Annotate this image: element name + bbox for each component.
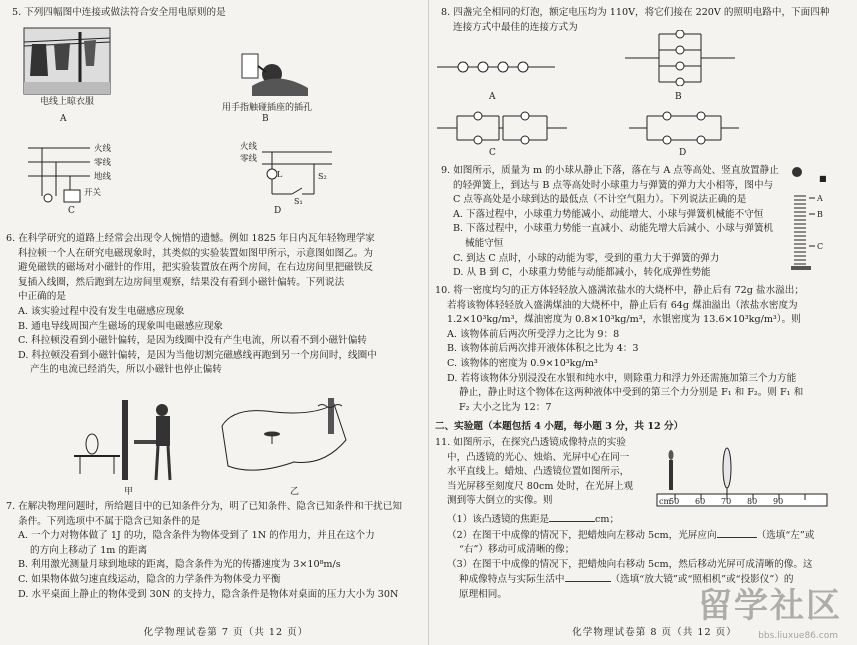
q9-option-d: D. 从 B 到 C，小球重力势能与动能都减小，转化成弹性势能 [453, 267, 711, 279]
q6-option-d: D. 科拉顿没看到小磁针偏转，是因为当他切割完磁感线再跑到另一个房间时，线圈中 [18, 349, 377, 361]
ruler-tick-label: 70 [721, 497, 732, 506]
q11-block [435, 436, 665, 509]
q7-option-a: A. 一个力对物体做了 1J 的功，隐含条件为物体受到了 1N 的作用力，并且在这个力 [18, 530, 375, 542]
q10-line: 1.2×10³kg/m³，煤油密度为 0.8×10³kg/m³，水银密度为 13.6×10³kg/m³）。则 [447, 314, 801, 326]
q5-fig-b-caption: 用手指触碰插座的插孔 [221, 103, 312, 113]
q8-option-d: D [679, 148, 687, 158]
q8-circuit-a [437, 58, 557, 76]
q5-fig-b [222, 52, 312, 100]
q5-fig-a-caption: 电线上晾衣服 [39, 97, 94, 107]
q6-fig-yi-label: 乙 [290, 487, 300, 497]
page-left-footer: 化学物理试卷第 7 页（共 12 页） [143, 627, 309, 638]
q11-sub3-end: 原理相同。 [459, 588, 507, 600]
q5-option-b: B [262, 114, 269, 124]
q10-line: 若将该物体轻轻放入盛满煤油的大烧杯中，静止后有 64g 煤油溢出（浓盐水密度为 [447, 299, 798, 311]
q8-circuit-c [437, 108, 567, 148]
q5-c-label-switch: 开关 [84, 188, 102, 198]
q11-sub1-unit: cm； [595, 514, 620, 525]
q6-fig-jia-label: 甲 [124, 487, 134, 497]
q10-option-d: D. 若将该物体分别浸没在水银和纯水中，则除重力和浮力外还需施加第三个力方能 [447, 372, 797, 384]
q8-option-c: C [489, 148, 496, 158]
watermark-url: bbs.liuxue86.com [758, 631, 838, 641]
q6-option-d-cont: 产生的电流已经消失，所以小磁针也停止偏转 [30, 364, 222, 376]
q11-sub3-text: （3）在图干中成像的情况下，把蜡烛向右移动 5cm，然后移动光屏可成清晰的像。这 [447, 558, 813, 570]
ruler-unit-label: cm [659, 497, 672, 506]
q6-fig-yi [214, 396, 354, 482]
q11-sub3-answer-blank[interactable] [565, 572, 611, 582]
q6-fig-jia [70, 396, 190, 486]
q6-option-c: C. 科拉顿没看到小磁针偏转，是因为线圈中没有产生电流，所以看不到小磁针偏转 [18, 335, 367, 347]
q10-option-a: A. 该物体前后两次所受浮力之比为 9：8 [447, 328, 620, 340]
q11-sub1-answer-blank[interactable] [549, 512, 595, 522]
q7-line: 条件。下列选项中不属于隐含已知条件的是 [18, 515, 201, 527]
q11-line: 11. 如图所示，在探究凸透镜成像特点的实验 [435, 437, 626, 448]
section-experiment-title: 二、实验题（本题包括 4 小题，每小题 3 分，共 12 分） [435, 421, 684, 432]
q5-option-d: D [274, 206, 282, 216]
q10-option-d-cont: 静止，静止时这个物体在这两种液体中受到的第三个力分别是 F₁ 和 F₂。则 F₁ 和 [459, 387, 804, 399]
q11-optical-bench [655, 446, 835, 508]
q6-line: 中正确的是 [18, 291, 66, 303]
q9-option-b: B. 下落过程中，小球重力势能一直减小、动能先增大后减小、小球与弹簧机 [453, 223, 774, 235]
q5-stem: 5. 下列四幅图中连接或做法符合安全用电原则的是 [12, 7, 226, 18]
q9-fig-label-c: C [817, 242, 824, 251]
ruler-tick-label: 50 [669, 497, 680, 506]
q6-line: 复插入线圈，然后跑到左边房间里观察，结果没有看到小磁针偏转。下列说法 [18, 276, 345, 288]
q9-fig-label-a: A [817, 194, 823, 203]
q9-option-c: C. 到达 C 点时，小球的动能为零，受到的重力大于弹簧的弹力 [453, 252, 720, 264]
q11-sub2-cont: “右”）移动可成清晰的像； [459, 544, 575, 556]
q5-c-label-fire: 火线 [94, 144, 112, 154]
q5-d-label-s1: S₁ [294, 197, 303, 206]
q10-block [435, 284, 849, 415]
watermark-logo: 留学社区 [698, 586, 842, 626]
q5-option-a: A [60, 114, 67, 124]
q10-option-c: C. 该物体的密度为 0.9×10³kg/m³ [447, 357, 598, 369]
q8-line: 8. 四盏完全相同的灯泡，额定电压均为 110V，将它们接在 220V 的照明电路中，下面四种 [441, 7, 830, 18]
ruler-tick-label: 60 [695, 497, 706, 506]
q11-sub2-answer-blank[interactable] [717, 528, 757, 538]
q6-option-b: B. 通电导线周围产生磁场的现象叫电磁感应现象 [18, 320, 224, 332]
q8-circuit-d [629, 108, 739, 148]
q5-c-label-zero: 零线 [94, 158, 112, 168]
q11-line: 水平直线上。蜡烛、凸透镜位置如图所示， [447, 466, 630, 478]
q11-line: 当光屏移至刻度尺 80cm 处时，在光屏上观 [447, 480, 634, 492]
q8-option-b: B [675, 92, 682, 102]
q5-d-label-l: L [277, 170, 283, 179]
q7-option-a-cont: 的方向上移动了 1m 的距离 [30, 544, 148, 556]
q11-line: 测到等大倒立的实像。则 [447, 495, 553, 507]
q7-line: 7. 在解决物理问题时，所给题目中的已知条件分为，明了已知条件、隐含已知条件和干扰已知 [6, 501, 402, 512]
q9-block [441, 164, 807, 281]
q5-d-label-s2: S₂ [318, 172, 327, 181]
q11-sub3-hint: （选填“放大镜”或“照相机”或“投影仪”）的 [610, 574, 794, 586]
q6-line: 科拉顿一个人在研究电磁现象时，其类似的实验装置如图甲所示，示意图如图乙。为 [18, 247, 373, 259]
q9-line: 9. 如图所示，质量为 m 的小球从静止下落，落在与 A 点等高处、竖直放置静止 [441, 165, 779, 176]
q11-sub3-text-b: 种成像特点与实际生活中 [459, 574, 565, 586]
q7-option-c: C. 如果物体做匀速直线运动，隐含的力学条件为物体受力平衡 [18, 573, 281, 585]
q6-line: 6. 在科学研究的道路上经常会出现令人惋惜的遗憾。例如 1825 年日内瓦年轻物理学家 [6, 233, 375, 244]
page-right-footer: 化学物理试卷第 8 页（共 12 页） [572, 627, 737, 638]
q10-option-b: B. 该物体前后两次排开液体体积之比为 4：3 [447, 343, 639, 355]
ruler-tick-label: 80 [747, 497, 758, 506]
ruler-tick-label: 90 [773, 497, 784, 506]
q5-d-label-fire: 火线 [240, 142, 258, 152]
q11-sub2-text: （2）在图干中成像的情况下，把蜡烛向左移动 5cm，光屏应向 [447, 529, 717, 541]
q9-option-b-cont: 械能守恒 [465, 237, 504, 249]
q7-option-d: D. 水平桌面上静止的物体受到 30N 的支持力，隐含条件是物体对桌面的压力大小为 30N [18, 588, 399, 600]
q5-c-label-ground: 地线 [94, 172, 112, 182]
page-left [0, 0, 428, 645]
q11-line: 中，凸透镜的光心、烛焰、光屏中心在同一 [447, 451, 630, 463]
page-right [428, 0, 856, 645]
q5-option-c: C [68, 206, 75, 216]
q9-option-a: A. 下落过程中，小球重力势能减小、动能增大、小球与弹簧机械能不守恒 [453, 208, 764, 220]
q6-option-a: A. 该实验过程中没有发生电磁感应现象 [18, 305, 185, 317]
q8-circuit-b [625, 30, 735, 86]
q11-sub2-hint: （选填“左”或 [756, 529, 815, 541]
q10-line: 10. 将一密度均匀的正方体轻轻放入盛满浓盐水的大烧杯中，静止后有 72g 盐水溢出； [435, 285, 804, 296]
q9-line: C 点等高处是小球到达的最低点（不计空气阻力）。下列说法正确的是 [453, 194, 747, 206]
q9-fig-label-b: B [817, 210, 823, 219]
q11-sub1-text: （1）该凸透镜的焦距是 [447, 514, 550, 525]
q6-line: 避免磁铁的磁场对小磁针的作用，把实验装置放在两个房间，在右边房间里把磁铁反 [18, 262, 373, 274]
q6-block [6, 232, 420, 378]
q9-fig-label-ball: ■ [819, 174, 827, 183]
q7-block [6, 500, 420, 602]
q7-option-b: B. 利用激光测量月球到地球的距离，隐含条件为光的传播速度为 3×10⁸m/s [18, 559, 341, 571]
q10-option-d-cont: F₂ 大小之比为 12：7 [459, 401, 552, 413]
q8-option-a: A [489, 92, 496, 102]
q9-line: 的轻弹簧上，到达与 B 点等高处时小球重力与弹簧的弹力大小相等，图中与 [453, 179, 774, 191]
q5-d-label-zero: 零线 [240, 154, 258, 164]
q8-line: 连接方式中最佳的连接方式为 [453, 21, 578, 33]
